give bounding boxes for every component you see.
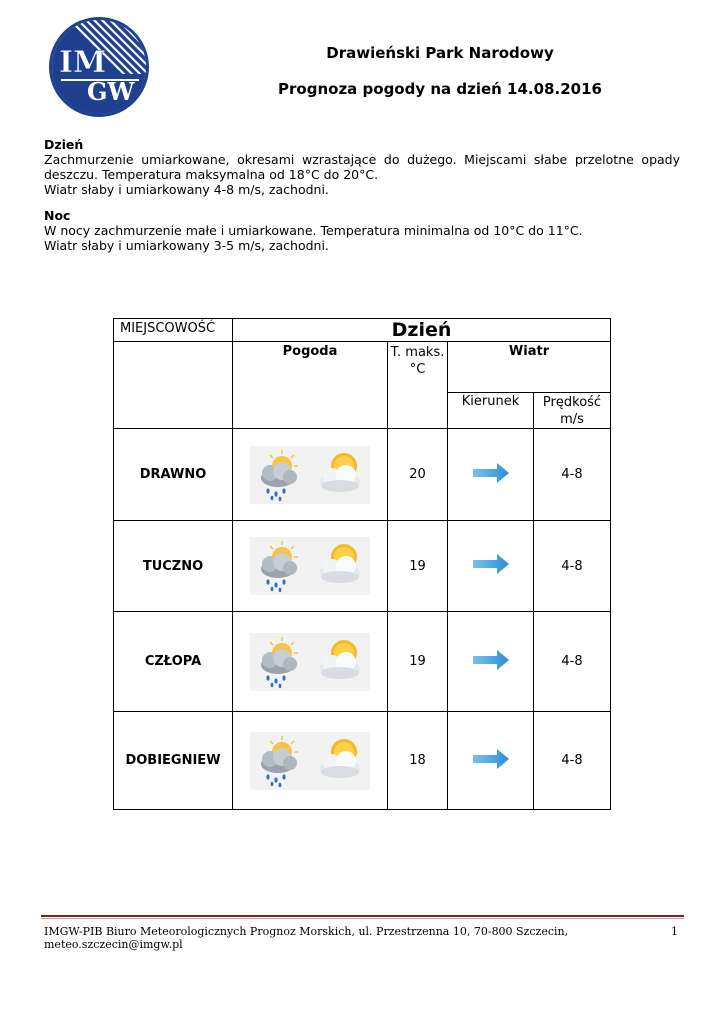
weather-icon-group xyxy=(250,732,370,790)
table-row xyxy=(114,429,611,521)
wind-speed: 4-8 xyxy=(534,612,611,712)
footer xyxy=(44,925,680,951)
weather-icon-group xyxy=(250,446,370,504)
col-direction-header: Kierunek xyxy=(448,393,534,429)
col-wind-header: Wiatr xyxy=(448,342,611,393)
max-temp: 18 xyxy=(388,712,448,810)
place-header-blank xyxy=(114,342,233,429)
night-wind: Wiatr słaby i umiarkowany 3-5 m/s, zachodni. xyxy=(44,238,329,253)
wind-speed: 4-8 xyxy=(534,712,611,810)
wind-direction xyxy=(448,429,534,521)
cloud-sun-rain-icon xyxy=(252,732,308,788)
footer-address: IMGW-PIB Biuro Meteorologicznych Prognoz Morskich, ul. Przestrzenna 10, 70-800 Szczecin, meteo.szczecin@imgw.pl xyxy=(44,925,569,951)
day-wind: Wiatr słaby i umiarkowany 4-8 m/s, zachodni. xyxy=(44,182,329,197)
max-temp: 19 xyxy=(388,612,448,712)
cloud-sun-rain-icon xyxy=(252,446,308,502)
arrow-east-icon xyxy=(471,649,511,675)
forecast-title: Prognoza pogody na dzień 14.08.2016 xyxy=(278,80,602,98)
col-speed-header: Prędkość m/s xyxy=(534,393,611,429)
weather-icons xyxy=(233,612,388,712)
max-temp: 19 xyxy=(388,521,448,612)
max-temp: 20 xyxy=(388,429,448,521)
weather-icon-group xyxy=(250,537,370,595)
imgw-logo xyxy=(47,16,151,118)
sun-cloud-icon xyxy=(312,537,368,593)
wind-direction xyxy=(448,612,534,712)
col-day-header: Dzień xyxy=(233,319,611,342)
logo-text-bottom: GW xyxy=(87,77,135,106)
sun-cloud-icon xyxy=(312,446,368,502)
page-number: 1 xyxy=(671,925,678,938)
park-title: Drawieński Park Narodowy xyxy=(326,44,554,62)
weather-icons xyxy=(233,712,388,810)
place-name: DOBIEGNIEW xyxy=(114,712,233,810)
arrow-east-icon xyxy=(471,553,511,579)
day-section xyxy=(44,137,680,197)
wind-direction xyxy=(448,712,534,810)
arrow-east-icon xyxy=(471,462,511,488)
place-name: DRAWNO xyxy=(114,429,233,521)
arrow-east-icon xyxy=(471,748,511,774)
place-name: TUCZNO xyxy=(114,521,233,612)
col-weather-header: Pogoda xyxy=(233,342,388,429)
table-row xyxy=(114,612,611,712)
logo-text-top: IM xyxy=(59,45,107,80)
table-row xyxy=(114,712,611,810)
day-description: Zachmurzenie umiarkowane, okresami wzrastające do dużego. Miejscami słabe przelotne opady deszczu. Temperatura maksymalna od 18°C do 20°C. xyxy=(44,152,680,182)
table-row xyxy=(114,521,611,612)
col-place-header: MIEJSCOWOŚĆ xyxy=(114,319,233,342)
night-heading: Noc xyxy=(44,208,71,223)
col-temp-header: T. maks. °C xyxy=(388,342,448,429)
weather-icon-group xyxy=(250,633,370,691)
weather-icons xyxy=(233,429,388,521)
cloud-sun-rain-icon xyxy=(252,537,308,593)
weather-icons xyxy=(233,521,388,612)
wind-speed: 4-8 xyxy=(534,429,611,521)
place-name: CZŁOPA xyxy=(114,612,233,712)
day-heading: Dzień xyxy=(44,137,84,152)
sun-cloud-icon xyxy=(312,732,368,788)
wind-direction xyxy=(448,521,534,612)
cloud-sun-rain-icon xyxy=(252,633,308,689)
footer-rule-thin xyxy=(41,918,684,919)
night-section xyxy=(44,208,680,253)
forecast-table xyxy=(113,318,611,810)
night-description: W nocy zachmurzenie małe i umiarkowane. Temperatura minimalna od 10°C do 11°C. xyxy=(44,223,583,238)
sun-cloud-icon xyxy=(312,633,368,689)
wind-speed: 4-8 xyxy=(534,521,611,612)
footer-rule xyxy=(41,915,684,917)
